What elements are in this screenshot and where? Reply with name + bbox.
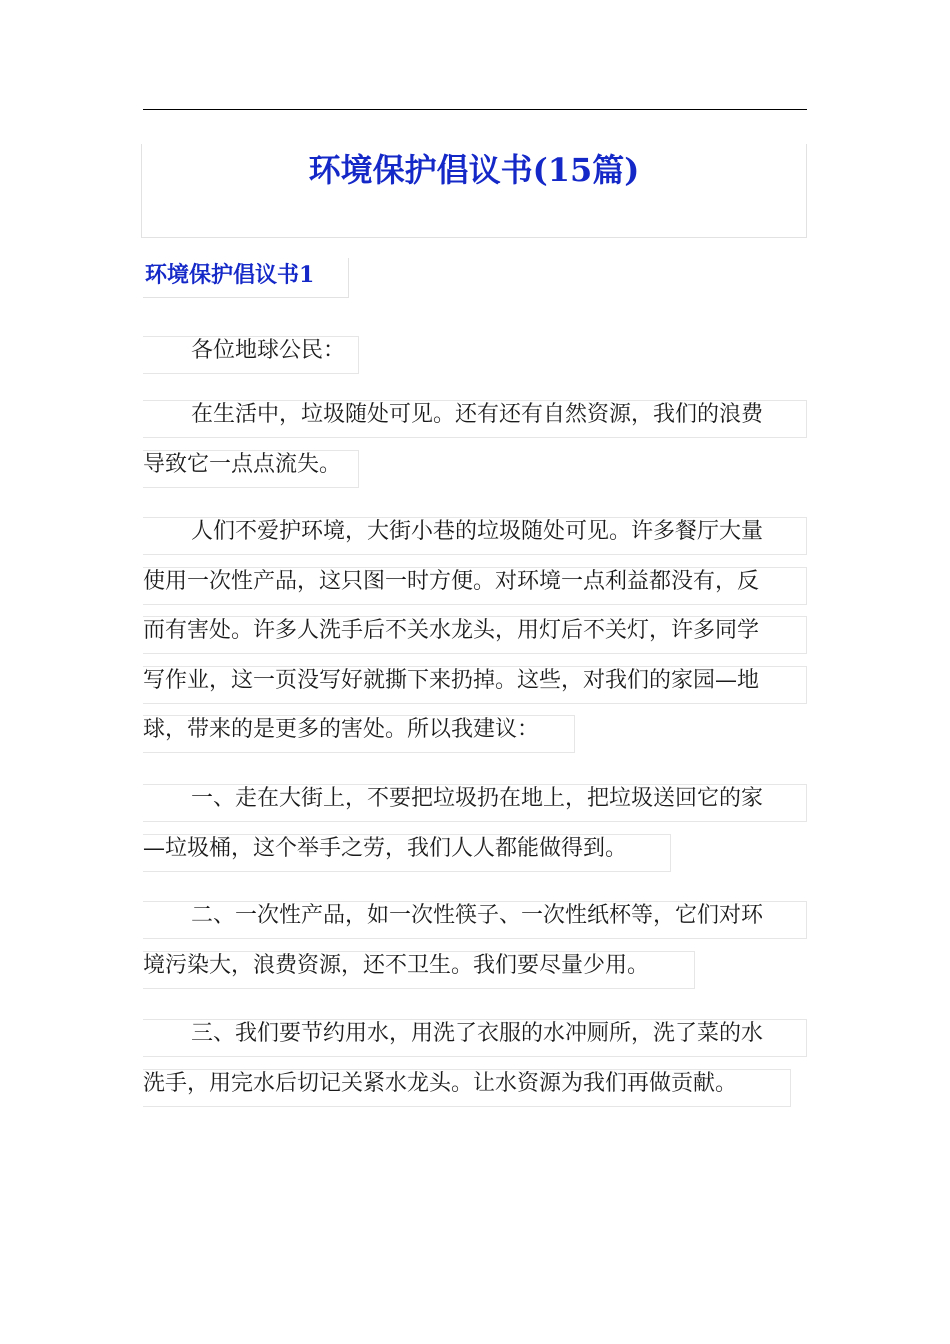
paragraph-2	[143, 507, 815, 755]
paragraph-line: 使用一次性产品，这只图一时方便。对环境一点利益都没有，反	[143, 557, 815, 607]
paragraph-line: 人们不爱护环境，大街小巷的垃圾随处可见。许多餐厅大量	[143, 507, 815, 557]
paragraph-line: 二、一次性产品，如一次性筷子、一次性纸杯等，它们对环	[143, 891, 815, 941]
paragraph-3	[143, 774, 815, 873]
title-box	[141, 144, 807, 238]
paragraph-line: —垃圾桶，这个举手之劳，我们人人都能做得到。	[143, 824, 815, 874]
paragraph-line: 境污染大，浪费资源，还不卫生。我们要尽量少用。	[143, 941, 815, 991]
header-rule	[143, 109, 807, 110]
paragraph-line: 一、走在大街上，不要把垃圾扔在地上，把垃圾送回它的家	[143, 774, 815, 824]
paragraph-4	[143, 891, 815, 990]
document-title: 环境保护倡议书(15篇)	[308, 151, 640, 189]
paragraph-line: 球，带来的是更多的害处。所以我建议：	[143, 705, 815, 755]
paragraph-1	[143, 390, 815, 489]
section-heading: 环境保护倡议书1	[143, 258, 349, 298]
paragraph-line: 三、我们要节约用水，用洗了衣服的水冲厕所，洗了菜的水	[143, 1009, 815, 1059]
paragraph-line: 写作业，这一页没写好就撕下来扔掉。这些，对我们的家园—地	[143, 656, 815, 706]
paragraph-greeting	[143, 326, 815, 376]
paragraph-line: 导致它一点点流失。	[143, 440, 815, 490]
paragraph-line: 洗手，用完水后切记关紧水龙头。让水资源为我们再做贡献。	[143, 1059, 815, 1109]
paragraph-line: 各位地球公民：	[143, 326, 815, 376]
paragraph-line: 在生活中，垃圾随处可见。还有还有自然资源，我们的浪费	[143, 390, 815, 440]
paragraph-5	[143, 1009, 815, 1108]
paragraph-line: 而有害处。许多人洗手后不关水龙头，用灯后不关灯，许多同学	[143, 606, 815, 656]
